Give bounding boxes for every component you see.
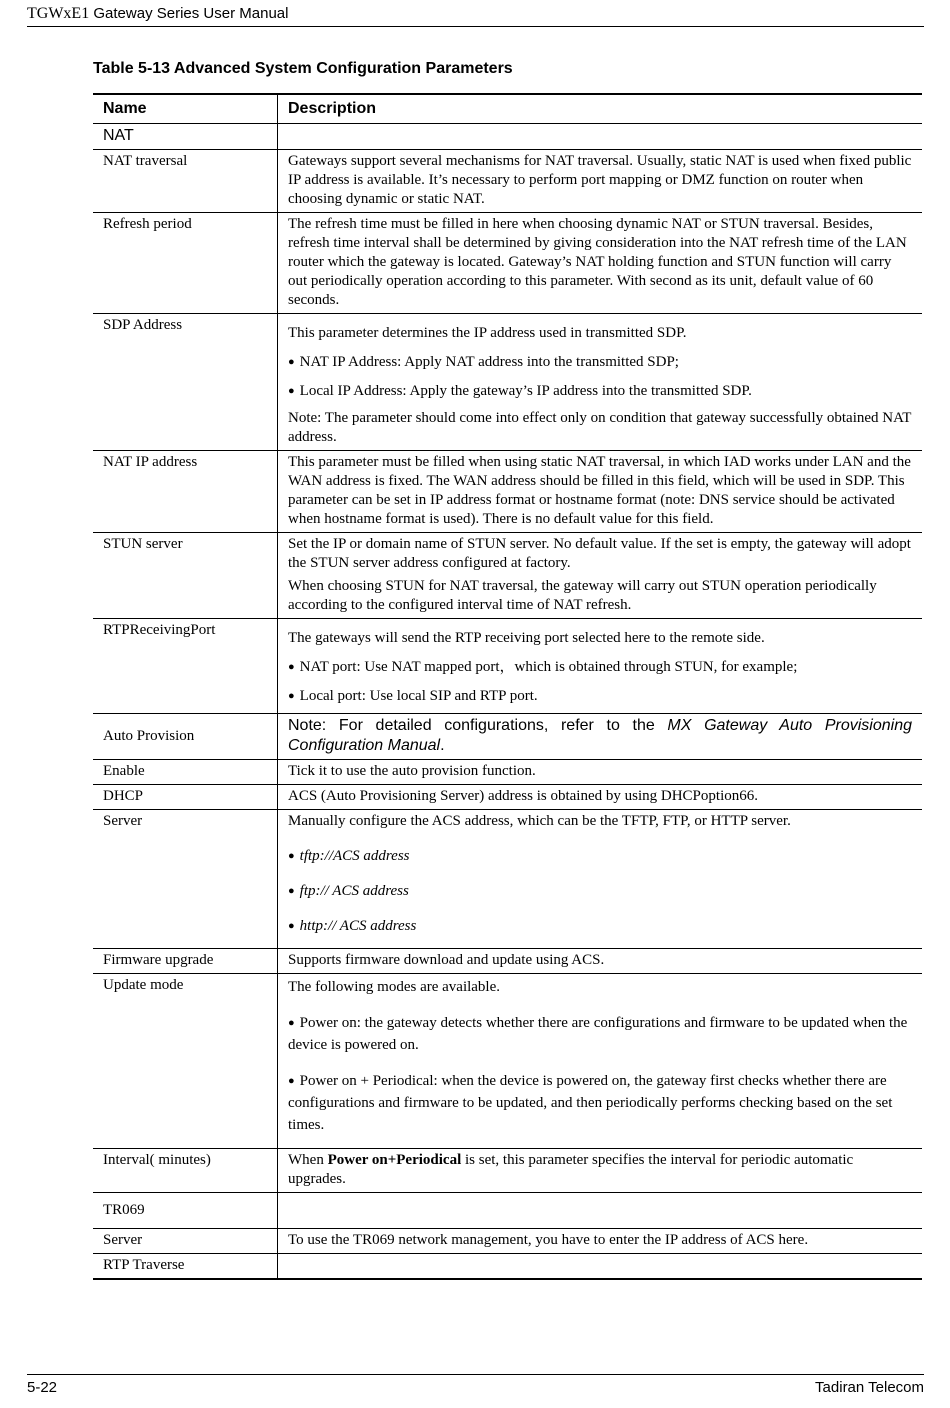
row-description: Manually configure the ACS address, which can be the TFTP, FTP, or HTTP server. ● tftp://ACS address ● ftp:// ACS address ● http:// ACS address	[278, 810, 923, 949]
table-row	[93, 1149, 922, 1193]
row-description: Note: For detailed configurations, refer to the MX Gateway Auto Provisioning Configuration Manual.	[278, 714, 923, 760]
table-row	[93, 760, 922, 785]
table-row	[93, 714, 922, 760]
table-row	[93, 785, 922, 810]
row-description: Set the IP or domain name of STUN server. No default value. If the set is empty, the gateway will adopt the STUN server address configured at factory. When choosing STUN for NAT traversal, the gateway will carry out STUN operation periodically according to the configured interval time of NAT refresh.	[278, 533, 923, 619]
parameters-table	[93, 93, 922, 1280]
bullet-icon: ●	[288, 385, 295, 397]
table-header-row	[93, 94, 922, 124]
table-row	[93, 1229, 922, 1254]
column-header-name: Name	[93, 94, 278, 124]
row-name: RTPReceivingPort	[93, 619, 278, 714]
table-row	[93, 949, 922, 974]
row-description: The following modes are available. ● Power on: the gateway detects whether there are configurations and firmware to be updated when the device is powered on. ● Power on + Periodical: when the device is powered on, the gateway first checks whether there are configurations and firmware to be updated, and then periodically performs checking based on the set times.	[278, 974, 923, 1149]
table-row	[93, 314, 922, 451]
table-row	[93, 1254, 922, 1280]
row-name: Auto Provision	[93, 714, 278, 760]
row-name: TR069	[93, 1193, 278, 1229]
page-number: 5-22	[27, 1379, 58, 1396]
row-description: When Power on+Periodical is set, this parameter specifies the interval for periodic automatic upgrades.	[278, 1149, 923, 1193]
bullet-icon: ●	[288, 885, 295, 897]
row-description: The gateways will send the RTP receiving port selected here to the remote side. ● NAT port: Use NAT mapped port，which is obtained through STUN, for example; ● Local port: Use local SIP and RTP port.	[278, 619, 923, 714]
bullet-icon: ●	[288, 850, 295, 862]
table-caption: Table 5-13 Advanced System Configuration Parameters	[93, 60, 513, 77]
table-row	[93, 974, 922, 1149]
row-name: DHCP	[93, 785, 278, 810]
bullet-icon: ●	[288, 690, 295, 702]
row-name: RTP Traverse	[93, 1254, 278, 1280]
table-row	[93, 451, 922, 533]
row-name: Refresh period	[93, 213, 278, 314]
table-row	[93, 810, 922, 949]
bullet-icon: ●	[288, 356, 295, 368]
table-row	[93, 150, 922, 213]
table-row	[93, 213, 922, 314]
row-name: Firmware upgrade	[93, 949, 278, 974]
row-name: NAT	[93, 124, 278, 150]
row-description: To use the TR069 network management, you have to enter the IP address of ACS here.	[278, 1229, 923, 1254]
header-brand: TGWxE1	[27, 5, 90, 22]
row-description: The refresh time must be filled in here when choosing dynamic NAT or STUN traversal. Besides, refresh time interval shall be determined by giving consideration into the NAT refresh time of the LAN router which the gateway is located. Gateway’s NAT holding function and STUN function will carry out periodically operation according to this parameter. With second as its unit, default value of 60 seconds.	[278, 213, 923, 314]
bullet-icon: ●	[288, 1017, 295, 1029]
column-header-description: Description	[278, 94, 923, 124]
page-footer	[27, 1374, 924, 1396]
row-description: Gateways support several mechanisms for NAT traversal. Usually, static NAT is used when fixed public IP address is available. It’s necessary to perform port mapping or DMZ function on router when choosing dynamic or static NAT.	[278, 150, 923, 213]
row-name: NAT IP address	[93, 451, 278, 533]
row-name: Interval( minutes)	[93, 1149, 278, 1193]
bullet-icon: ●	[288, 920, 295, 932]
row-description: Supports firmware download and update using ACS.	[278, 949, 923, 974]
row-description: This parameter must be filled when using static NAT traversal, in which IAD works under LAN and the WAN address is fixed. The WAN address should be filled in this field, which will be used in SDP. This parameter can be set in IP address format or hostname format (note: DNS service should be activated when hostname format is used). There is no default value for this field.	[278, 451, 923, 533]
row-name: STUN server	[93, 533, 278, 619]
table-row	[93, 1193, 922, 1229]
row-name: Server	[93, 810, 278, 949]
row-name: SDP Address	[93, 314, 278, 451]
row-description: ACS (Auto Provisioning Server) address is obtained by using DHCPoption66.	[278, 785, 923, 810]
table-row	[93, 533, 922, 619]
row-description: Tick it to use the auto provision function.	[278, 760, 923, 785]
row-name: Enable	[93, 760, 278, 785]
table-row	[93, 124, 922, 150]
table-row	[93, 619, 922, 714]
bullet-icon: ●	[288, 661, 295, 673]
header-title: Gateway Series User Manual	[93, 5, 289, 22]
bullet-icon: ●	[288, 1075, 295, 1087]
row-description: This parameter determines the IP address used in transmitted SDP. ● NAT IP Address: Apply NAT address into the transmitted SDP; ● Local IP Address: Apply the gateway’s IP address into the transmitted SDP. Note: The parameter should come into effect only on condition that gateway successfully obtained NAT address.	[278, 314, 923, 451]
footer-company: Tadiran Telecom	[815, 1379, 924, 1396]
row-name: Server	[93, 1229, 278, 1254]
row-name: NAT traversal	[93, 150, 278, 213]
row-name: Update mode	[93, 974, 278, 1149]
page-header	[27, 5, 924, 27]
